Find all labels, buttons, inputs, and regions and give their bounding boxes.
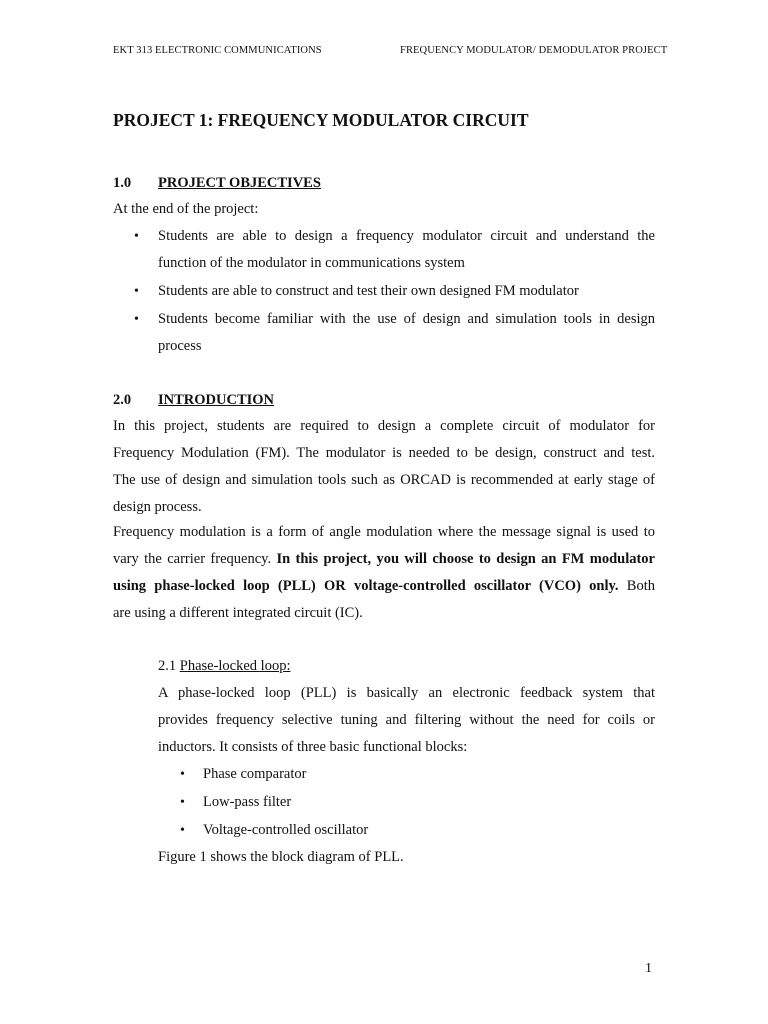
intro-p2-line-2 — [113, 546, 655, 573]
pll-paragraph — [158, 680, 655, 761]
bullet-dot: • — [180, 767, 185, 782]
intro-p2-line-3-bold: using phase-locked loop (PLL) OR voltage-controlled oscillator (VCO) only. — [113, 578, 619, 594]
intro-p2-line-2-plain: vary the carrier frequency. — [113, 551, 277, 567]
objective-3-line-1: Students become familiar with the use of design and simulation tools in design — [158, 311, 655, 327]
intro-p1-line-2: Frequency Modulation (FM). The modulator is needed to be design, construct and test. — [113, 445, 655, 461]
bullet-dot: • — [134, 312, 139, 327]
pll-line-3: inductors. It consists of three basic functional blocks: — [158, 739, 468, 755]
objective-item-2 — [158, 278, 655, 305]
intro-p2-line-4: are using a different integrated circuit (IC). — [113, 605, 363, 621]
objective-item-1 — [158, 223, 655, 277]
pll-line-2: provides frequency selective tuning and filtering without the need for coils or — [158, 712, 655, 728]
intro-paragraph-1 — [113, 413, 655, 521]
bullet-dot: • — [180, 795, 185, 810]
section-2-number: 2.0 — [113, 392, 132, 408]
intro-paragraph-2 — [113, 519, 655, 627]
section-1-intro: At the end of the project: — [113, 201, 259, 217]
header-left: EKT 313 ELECTRONIC COMMUNICATIONS — [113, 45, 322, 56]
page-number: 1 — [645, 961, 652, 976]
objective-1-line-2: function of the modulator in communications system — [158, 255, 465, 271]
section-1-number: 1.0 — [113, 175, 132, 191]
objective-1-line-1: Students are able to design a frequency modulator circuit and understand the — [158, 228, 655, 244]
section-1-title: PROJECT OBJECTIVES — [158, 175, 321, 191]
intro-p2-line-3-plain: Both — [618, 578, 655, 594]
subsection-2-1-title: Phase-locked loop: — [179, 658, 291, 674]
pll-line-1: A phase-locked loop (PLL) is basically an electronic feedback system that — [158, 685, 655, 701]
header-right: FREQUENCY MODULATOR/ DEMODULATOR PROJECT — [400, 45, 668, 56]
figure-reference: Figure 1 shows the block diagram of PLL. — [158, 849, 404, 865]
subsection-2-1-number: 2.1 — [158, 658, 177, 674]
pll-block-item-2: Low-pass filter — [203, 794, 292, 810]
page-title: PROJECT 1: FREQUENCY MODULATOR CIRCUIT — [113, 110, 529, 130]
bullet-dot: • — [134, 284, 139, 299]
intro-p1-line-1: In this project, students are required to design a complete circuit of modulator for — [113, 418, 655, 434]
section-2-title: INTRODUCTION — [158, 392, 275, 408]
objective-2-line-1: Students are able to construct and test their own designed FM modulator — [158, 283, 579, 299]
bullet-dot: • — [134, 229, 139, 244]
objective-3-line-2: process — [158, 338, 202, 354]
objective-item-3 — [158, 306, 655, 360]
intro-p1-line-3: The use of design and simulation tools such as ORCAD is recommended at early stage of — [113, 472, 655, 488]
intro-p1-line-4: design process. — [113, 499, 202, 515]
intro-p2-line-1: Frequency modulation is a form of angle modulation where the message signal is used to — [113, 524, 655, 540]
pll-block-item-1: Phase comparator — [203, 766, 307, 782]
intro-p2-line-2-bold: In this project, you will choose to design an FM modulator — [276, 551, 655, 567]
pll-block-item-3: Voltage-controlled oscillator — [203, 822, 369, 838]
subsection-2-1-heading — [158, 653, 291, 680]
bullet-dot: • — [180, 823, 185, 838]
intro-p2-line-3 — [113, 573, 655, 600]
